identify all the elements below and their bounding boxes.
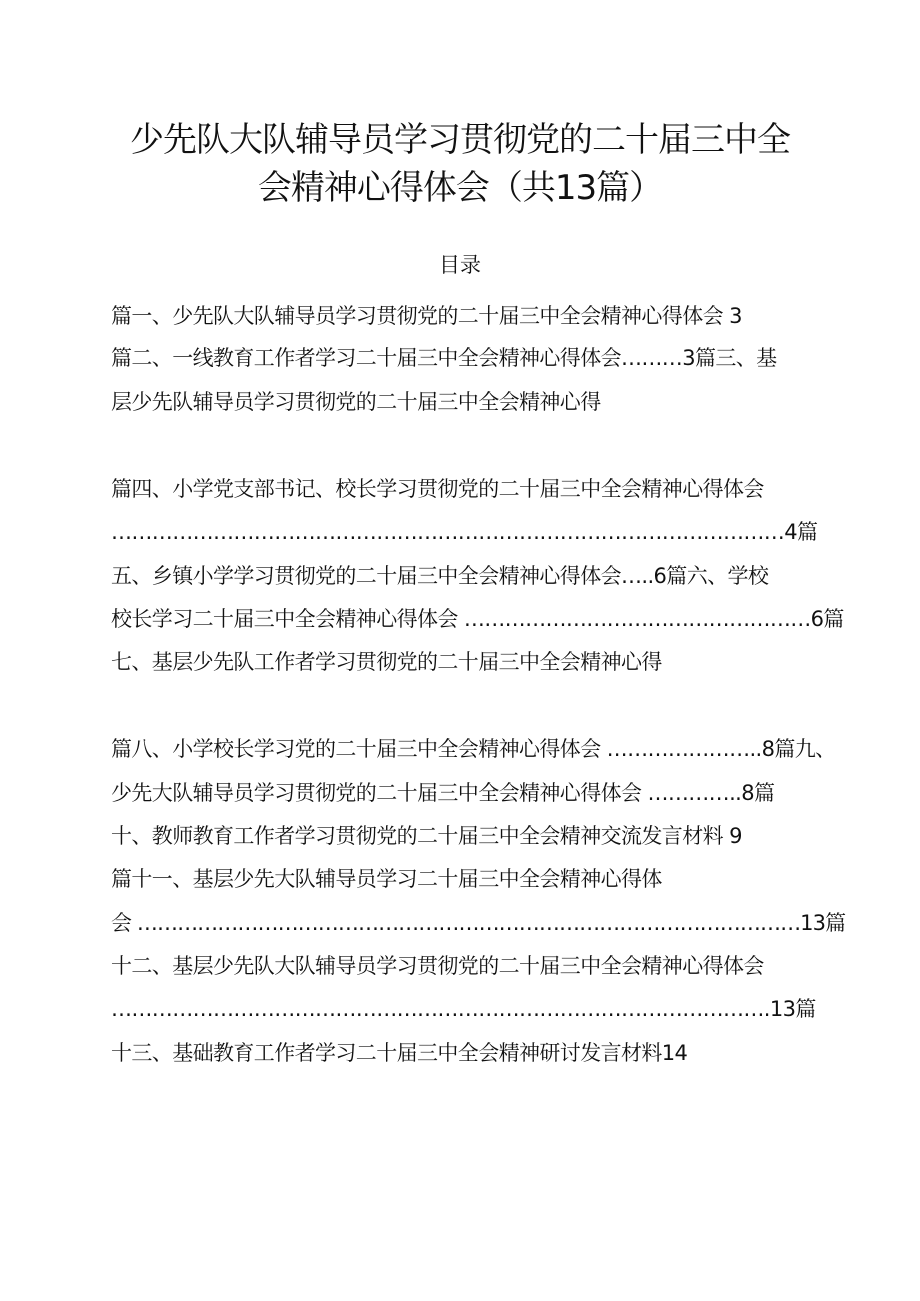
toc-line: 层少先队辅导员学习贯彻党的二十届三中全会精神心得 [111,390,601,414]
toc-line: 十二、基层少先队大队辅导员学习贯彻党的二十届三中全会精神心得体会 [111,954,764,978]
document-title-line-2: 会精神心得体会（共13篇） [257,168,663,208]
toc-line: 篇八、小学校长学习党的二十届三中全会精神心得体会 …………………..8篇九、 [111,737,836,761]
toc-line: 篇二、一线教育工作者学习二十届三中全会精神心得体会………3篇三、基 [111,346,777,370]
toc-line: 校长学习二十届三中全会精神心得体会 ……………………………………………6篇 [111,607,844,631]
toc-line: 十三、基础教育工作者学习二十届三中全会精神研讨发言材料14 [111,1041,688,1065]
toc-line: 会 ………………………………………………………………………………………13篇 [111,911,846,935]
toc-line: 篇四、小学党支部书记、校长学习贯彻党的二十届三中全会精神心得体会 [111,477,764,501]
toc-heading: 目录 [439,253,481,277]
toc-line: 篇一、少先队大队辅导员学习贯彻党的二十届三中全会精神心得体会 3 [111,304,742,328]
toc-line: 篇十一、基层少先大队辅导员学习二十届三中全会精神心得体 [111,867,662,891]
toc-line: 少先大队辅导员学习贯彻党的二十届三中全会精神心得体会 …………..8篇 [111,781,775,805]
toc-line: …………………………………………………………………………………….13篇 [111,997,816,1021]
document-title-line-1: 少先队大队辅导员学习贯彻党的二十届三中全 [130,120,790,160]
toc-line: 十、教师教育工作者学习贯彻党的二十届三中全会精神交流发言材料 9 [111,824,742,848]
toc-line: 五、乡镇小学学习贯彻党的二十届三中全会精神心得体会…..6篇六、学校 [111,564,769,588]
toc-line: 七、基层少先队工作者学习贯彻党的二十届三中全会精神心得 [111,650,662,674]
toc-line: ………………………………………………………………………………………4篇 [111,520,818,544]
